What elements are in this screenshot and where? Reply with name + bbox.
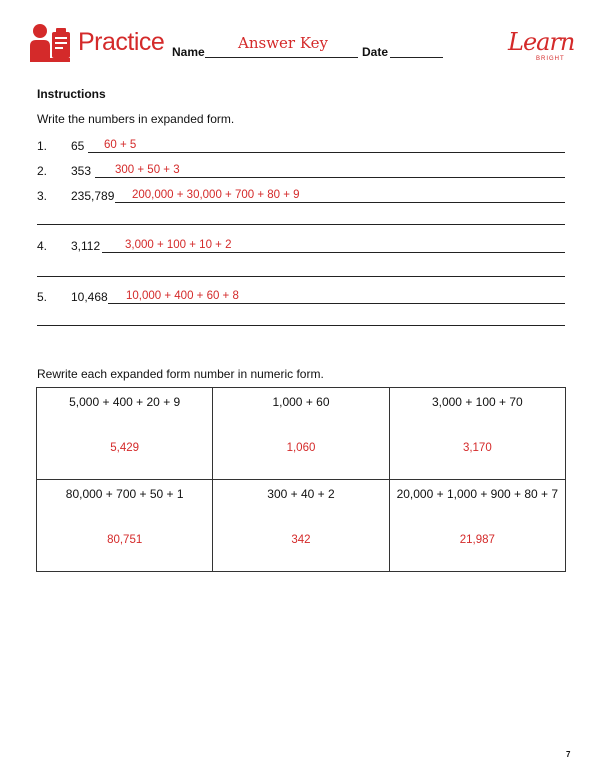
- question-number: 3.: [37, 189, 48, 203]
- page-number: 7: [566, 750, 571, 759]
- answer-line[interactable]: [108, 303, 565, 304]
- name-field[interactable]: [205, 57, 358, 58]
- rewrite-cell: [37, 480, 213, 572]
- question-row: [37, 290, 565, 304]
- rewrite-table: [36, 387, 566, 572]
- question-answer: 300 + 50 + 3: [115, 164, 180, 176]
- question-row: [37, 139, 565, 153]
- cell-expression: 5,000 + 400 + 20 + 9: [69, 395, 181, 409]
- question-answer: 3,000 + 100 + 10 + 2: [125, 239, 232, 251]
- answer-line-extra[interactable]: [37, 276, 565, 277]
- answer-line-extra[interactable]: [37, 325, 565, 326]
- question-row: [37, 189, 565, 203]
- rewrite-cell: [37, 388, 213, 480]
- date-label: Date: [362, 45, 389, 59]
- question-value: 65: [71, 139, 85, 153]
- question-row: [37, 164, 565, 178]
- cell-answer: 5,429: [110, 442, 140, 454]
- cell-expression: 80,000 + 700 + 50 + 1: [65, 487, 184, 501]
- question-answer: 60 + 5: [104, 139, 137, 151]
- question-value: 10,468: [71, 290, 108, 304]
- instructions-heading: Instructions: [37, 87, 106, 101]
- rewrite-instructions: Rewrite each expanded form number in numeric form.: [37, 367, 324, 381]
- instructions-text: Write the numbers in expanded form.: [37, 112, 235, 126]
- learn-bright-logo: [508, 28, 580, 64]
- date-field[interactable]: [390, 57, 443, 58]
- cell-answer: 21,987: [459, 534, 495, 546]
- question-value: 3,112: [71, 239, 101, 253]
- cell-answer: 3,170: [462, 442, 492, 454]
- cell-answer: 80,751: [107, 534, 143, 546]
- answer-key-label: Answer Key: [238, 34, 328, 52]
- answer-line-extra[interactable]: [37, 224, 565, 225]
- cell-expression: 20,000 + 1,000 + 900 + 80 + 7: [396, 487, 559, 501]
- question-answer: 10,000 + 400 + 60 + 8: [126, 290, 239, 302]
- cell-expression: 1,000 + 60: [272, 395, 330, 409]
- practice-title: Practice: [78, 28, 165, 56]
- rewrite-cell: [389, 480, 565, 572]
- cell-answer: 342: [291, 534, 311, 546]
- question-value: 235,789: [71, 189, 115, 203]
- cell-expression: 300 + 40 + 2: [267, 487, 335, 501]
- rewrite-cell: [389, 388, 565, 480]
- cell-expression: 3,000 + 100 + 70: [431, 395, 523, 409]
- question-number: 4.: [37, 239, 48, 253]
- question-answer: 200,000 + 30,000 + 700 + 80 + 9: [132, 189, 300, 201]
- question-row: [37, 239, 565, 253]
- logo-sub: BRIGHT: [536, 56, 565, 62]
- answer-line[interactable]: [115, 202, 565, 203]
- logo-word: Learn: [508, 28, 575, 56]
- cell-answer: 1,060: [286, 442, 316, 454]
- answer-line[interactable]: [102, 252, 565, 253]
- answer-line[interactable]: [88, 152, 565, 153]
- rewrite-cell: [213, 388, 389, 480]
- practice-icon: [30, 22, 74, 70]
- question-number: 1.: [37, 139, 48, 153]
- question-number: 5.: [37, 290, 48, 304]
- question-number: 2.: [37, 164, 48, 178]
- name-label: Name: [172, 45, 205, 59]
- question-value: 353: [71, 164, 92, 178]
- answer-line[interactable]: [95, 177, 565, 178]
- rewrite-cell: [213, 480, 389, 572]
